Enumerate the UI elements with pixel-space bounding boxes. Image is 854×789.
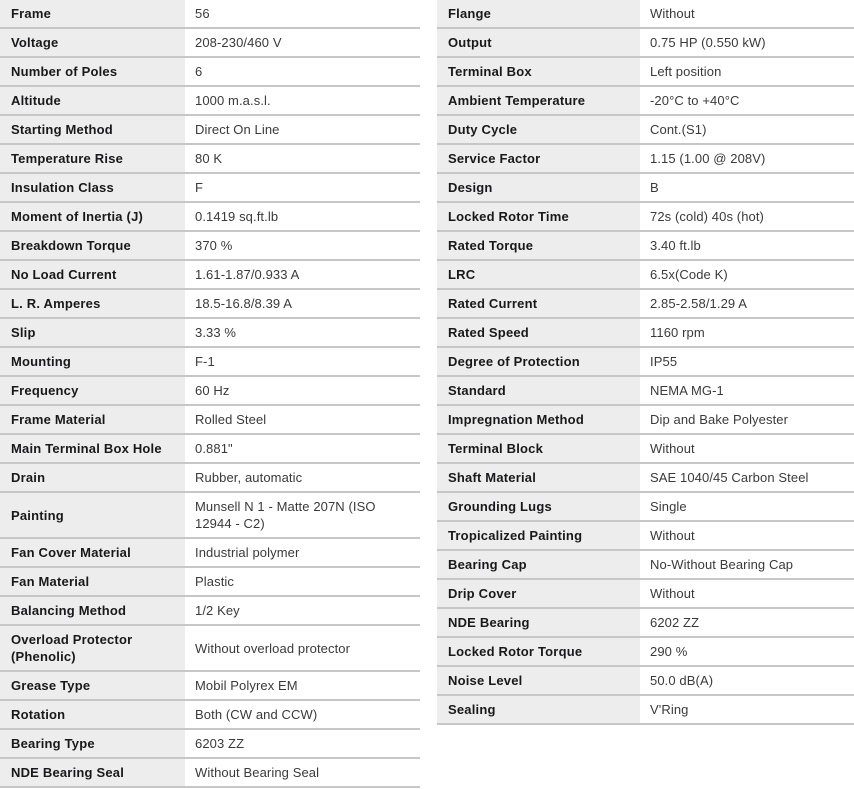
spec-label: Insulation Class xyxy=(0,174,185,201)
spec-value: 3.33 % xyxy=(195,325,237,340)
spec-value: B xyxy=(650,180,659,195)
spec-row xyxy=(437,435,854,464)
spec-value: Rubber, automatic xyxy=(195,470,303,485)
spec-label: Fan Material xyxy=(0,568,185,595)
spec-value: -20°C to +40°C xyxy=(650,93,740,108)
spec-value: 60 Hz xyxy=(195,383,230,398)
spec-row xyxy=(0,759,420,788)
spec-label: Degree of Protection xyxy=(437,348,640,375)
spec-value: Direct On Line xyxy=(195,122,280,137)
spec-value: Left position xyxy=(650,64,722,79)
spec-row xyxy=(437,377,854,406)
spec-row xyxy=(0,261,420,290)
spec-row xyxy=(0,539,420,568)
spec-label: Frame Material xyxy=(0,406,185,433)
spec-label: Impregnation Method xyxy=(437,406,640,433)
spec-label: Duty Cycle xyxy=(437,116,640,143)
spec-label: Rotation xyxy=(0,701,185,728)
spec-value: NEMA MG-1 xyxy=(650,383,724,398)
spec-label: Shaft Material xyxy=(437,464,640,491)
spec-label: Terminal Box xyxy=(437,58,640,85)
spec-value: 2.85-2.58/1.29 A xyxy=(650,296,748,311)
spec-row xyxy=(0,701,420,730)
spec-value: 0.75 HP (0.550 kW) xyxy=(650,35,766,50)
spec-value: Without xyxy=(650,441,695,456)
spec-label: Output xyxy=(437,29,640,56)
spec-row xyxy=(437,203,854,232)
spec-row xyxy=(437,348,854,377)
spec-value: 1.61-1.87/0.933 A xyxy=(195,267,300,282)
spec-row xyxy=(437,522,854,551)
spec-label: Altitude xyxy=(0,87,185,114)
spec-row xyxy=(0,145,420,174)
spec-table-right xyxy=(437,0,854,725)
spec-row xyxy=(0,377,420,406)
spec-row xyxy=(437,29,854,58)
spec-row xyxy=(437,0,854,29)
spec-row xyxy=(0,29,420,58)
spec-value: 72s (cold) 40s (hot) xyxy=(650,209,764,224)
spec-label: Mounting xyxy=(0,348,185,375)
spec-label: Service Factor xyxy=(437,145,640,172)
spec-label: Slip xyxy=(0,319,185,346)
spec-row xyxy=(0,0,420,29)
spec-label: Drain xyxy=(0,464,185,491)
spec-value: 6203 ZZ xyxy=(195,736,245,751)
spec-value: 6 xyxy=(195,64,203,79)
spec-label: L. R. Amperes xyxy=(0,290,185,317)
spec-row xyxy=(437,406,854,435)
spec-label: Main Terminal Box Hole xyxy=(0,435,185,462)
spec-value: Without overload protector xyxy=(195,640,351,656)
spec-value: Rolled Steel xyxy=(195,412,267,427)
spec-row xyxy=(437,319,854,348)
spec-row xyxy=(0,174,420,203)
spec-value: SAE 1040/45 Carbon Steel xyxy=(650,470,809,485)
spec-row xyxy=(437,174,854,203)
spec-value: 80 K xyxy=(195,151,223,166)
spec-value: Cont.(S1) xyxy=(650,122,707,137)
spec-value: No-Without Bearing Cap xyxy=(650,557,794,572)
spec-value: 56 xyxy=(195,6,210,21)
spec-row xyxy=(0,464,420,493)
spec-row xyxy=(437,261,854,290)
spec-row xyxy=(0,348,420,377)
spec-row xyxy=(0,203,420,232)
spec-row xyxy=(0,116,420,145)
spec-value: V'Ring xyxy=(650,702,689,717)
spec-value: Without xyxy=(650,586,695,601)
spec-label: Starting Method xyxy=(0,116,185,143)
spec-row xyxy=(437,464,854,493)
spec-label: Voltage xyxy=(0,29,185,56)
spec-value: 1.15 (1.00 @ 208V) xyxy=(650,151,766,166)
spec-label: Temperature Rise xyxy=(0,145,185,172)
spec-label: Balancing Method xyxy=(0,597,185,624)
spec-label: Sealing xyxy=(437,696,640,723)
spec-row xyxy=(437,232,854,261)
spec-value: IP55 xyxy=(650,354,678,369)
spec-value: Industrial polymer xyxy=(195,545,300,560)
spec-label: Rated Current xyxy=(437,290,640,317)
spec-label: Terminal Block xyxy=(437,435,640,462)
spec-label: Number of Poles xyxy=(0,58,185,85)
spec-row xyxy=(0,493,420,539)
spec-value: 6.5x(Code K) xyxy=(650,267,728,282)
spec-label: Moment of Inertia (J) xyxy=(0,203,185,230)
spec-row xyxy=(0,672,420,701)
spec-label: Noise Level xyxy=(437,667,640,694)
spec-value: Dip and Bake Polyester xyxy=(650,412,789,427)
spec-row xyxy=(0,626,420,672)
spec-row xyxy=(0,87,420,116)
spec-label: Overload Protector (Phenolic) xyxy=(0,626,185,670)
spec-value: 370 % xyxy=(195,238,233,253)
spec-label: Grounding Lugs xyxy=(437,493,640,520)
spec-row xyxy=(0,232,420,261)
spec-row xyxy=(0,568,420,597)
spec-label: Bearing Cap xyxy=(437,551,640,578)
spec-label: Frame xyxy=(0,0,185,27)
spec-value: Plastic xyxy=(195,574,234,589)
spec-row xyxy=(437,638,854,667)
spec-row xyxy=(437,493,854,522)
spec-label: Locked Rotor Torque xyxy=(437,638,640,665)
spec-label: Tropicalized Painting xyxy=(437,522,640,549)
spec-label: Fan Cover Material xyxy=(0,539,185,566)
spec-row xyxy=(437,290,854,319)
spec-value: 3.40 ft.lb xyxy=(650,238,701,253)
spec-row xyxy=(437,609,854,638)
spec-value: Without xyxy=(650,528,695,543)
spec-label: NDE Bearing Seal xyxy=(0,759,185,786)
spec-label: Design xyxy=(437,174,640,201)
spec-row xyxy=(0,597,420,626)
spec-label: No Load Current xyxy=(0,261,185,288)
spec-label: NDE Bearing xyxy=(437,609,640,636)
spec-value: 1000 m.a.s.l. xyxy=(195,93,271,108)
spec-value: 18.5-16.8/8.39 A xyxy=(195,296,293,311)
spec-row xyxy=(437,87,854,116)
spec-row xyxy=(0,435,420,464)
spec-value: 1/2 Key xyxy=(195,603,240,618)
spec-row xyxy=(437,696,854,725)
spec-row xyxy=(437,551,854,580)
spec-row xyxy=(0,290,420,319)
spec-value: 6202 ZZ xyxy=(650,615,700,630)
spec-label: Rated Torque xyxy=(437,232,640,259)
spec-value: Single xyxy=(650,499,687,514)
spec-label: Locked Rotor Time xyxy=(437,203,640,230)
spec-value: 50.0 dB(A) xyxy=(650,673,714,688)
spec-label: Grease Type xyxy=(0,672,185,699)
spec-value: 1160 rpm xyxy=(650,325,705,340)
spec-value: Without xyxy=(650,6,695,21)
spec-table-left xyxy=(0,0,420,788)
spec-label: Standard xyxy=(437,377,640,404)
spec-value: 208-230/460 V xyxy=(195,35,282,50)
spec-value: 290 % xyxy=(650,644,688,659)
spec-label: Drip Cover xyxy=(437,580,640,607)
spec-row xyxy=(0,319,420,348)
spec-value: 0.881" xyxy=(195,441,233,456)
spec-label: Frequency xyxy=(0,377,185,404)
spec-label: Breakdown Torque xyxy=(0,232,185,259)
spec-value: F-1 xyxy=(195,354,215,369)
spec-row xyxy=(437,58,854,87)
spec-value: Both (CW and CCW) xyxy=(195,707,318,722)
spec-label: Flange xyxy=(437,0,640,27)
spec-row xyxy=(0,406,420,435)
spec-value: Mobil Polyrex EM xyxy=(195,678,298,693)
spec-value: Without Bearing Seal xyxy=(195,765,320,780)
spec-label: Rated Speed xyxy=(437,319,640,346)
spec-row xyxy=(0,730,420,759)
spec-row xyxy=(437,667,854,696)
spec-label: Ambient Temperature xyxy=(437,87,640,114)
spec-row xyxy=(437,116,854,145)
spec-label: Painting xyxy=(0,493,185,537)
spec-value: F xyxy=(195,180,204,195)
spec-value: Munsell N 1 - Matte 207N (ISO 12944 - C2) xyxy=(195,499,376,531)
spec-label: LRC xyxy=(437,261,640,288)
spec-value: 0.1419 sq.ft.lb xyxy=(195,209,279,224)
spec-row xyxy=(437,145,854,174)
spec-label: Bearing Type xyxy=(0,730,185,757)
spec-row xyxy=(437,580,854,609)
spec-row xyxy=(0,58,420,87)
